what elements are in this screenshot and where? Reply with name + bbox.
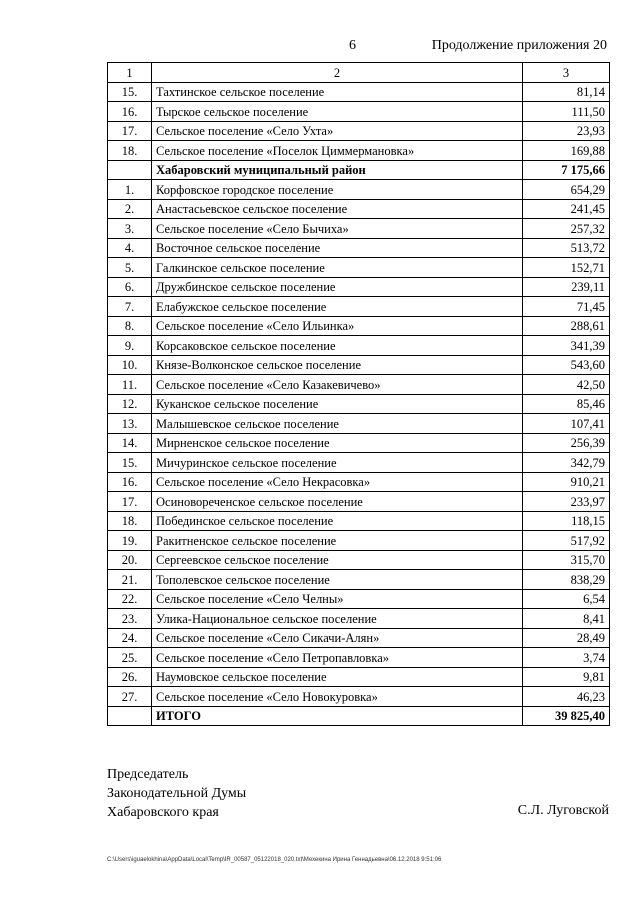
settlement-name-cell: Сельское поселение «Село Сикачи-Алян» [152,628,523,648]
settlement-name-cell: Восточное сельское поселение [152,238,523,258]
table-row [108,238,610,258]
table-row [108,297,610,317]
value-cell: 233,97 [523,492,610,512]
settlement-name-cell: Куканское сельское поселение [152,394,523,414]
row-number-cell: 22. [108,589,152,609]
value-cell: 39 825,40 [523,706,610,726]
value-cell: 513,72 [523,238,610,258]
value-cell: 838,29 [523,570,610,590]
row-number-cell: 20. [108,550,152,570]
settlement-name-cell: Наумовское сельское поселение [152,667,523,687]
signature-title-line-3: Хабаровского края [107,805,219,820]
row-number-cell: 2. [108,199,152,219]
table-row [108,609,610,629]
settlement-name-cell: Сельское поселение «Село Казакевичево» [152,375,523,395]
value-cell: 288,61 [523,316,610,336]
table-row [108,316,610,336]
settlement-name-cell: Сельское поселение «Село Новокуровка» [152,687,523,707]
settlement-name-cell: Князе-Волконское сельское поселение [152,355,523,375]
row-number-cell: 13. [108,414,152,434]
row-number-cell: 23. [108,609,152,629]
table-row [108,277,610,297]
row-number-cell: 14. [108,433,152,453]
row-number-cell: 16. [108,102,152,122]
row-number-cell: 27. [108,687,152,707]
table-row [108,394,610,414]
row-number-cell: 7. [108,297,152,317]
row-number-cell: 21. [108,570,152,590]
settlement-name-cell: Сельское поселение «Село Петропавловка» [152,648,523,668]
value-cell: 85,46 [523,394,610,414]
value-cell: 118,15 [523,511,610,531]
settlement-name-cell: Дружбинское сельское поселение [152,277,523,297]
value-cell: 6,54 [523,589,610,609]
table-row [108,589,610,609]
table-row [108,433,610,453]
value-cell: 3,74 [523,648,610,668]
table-row [108,355,610,375]
row-number-cell: 24. [108,628,152,648]
value-cell: 46,23 [523,687,610,707]
signatory-name: С.Л. Луговской [517,803,609,818]
row-number-cell: 4. [108,238,152,258]
table-header-row [108,63,610,83]
table-row [108,375,610,395]
settlement-name-cell: Сельское поселение «Село Некрасовка» [152,472,523,492]
settlement-name-cell: Анастасьевское сельское поселение [152,199,523,219]
signature-title-line-2: Законодательной Думы [107,786,247,801]
table-row [108,414,610,434]
column-header-name: 2 [152,63,523,83]
row-number-cell: 25. [108,648,152,668]
settlement-name-cell: Сельское поселение «Село Бычиха» [152,219,523,239]
value-cell: 239,11 [523,277,610,297]
row-number-cell: 1. [108,180,152,200]
row-number-cell: 16. [108,472,152,492]
settlement-name-cell: Тырское сельское поселение [152,102,523,122]
settlement-name-cell: Сельское поселение «Поселок Циммермановка» [152,141,523,161]
row-number-cell: 8. [108,316,152,336]
table-row [108,82,610,102]
row-number-cell: 26. [108,667,152,687]
value-cell: 28,49 [523,628,610,648]
row-number-cell: 6. [108,277,152,297]
column-header-number: 1 [108,63,152,83]
settlement-name-cell: Корсаковское сельское поселение [152,336,523,356]
settlement-name-cell: Малышевское сельское поселение [152,414,523,434]
table-row [108,258,610,278]
settlement-name-cell: Улика-Национальное сельское поселение [152,609,523,629]
row-number-cell: 18. [108,141,152,161]
row-number-cell: 12. [108,394,152,414]
row-number-cell: 15. [108,453,152,473]
value-cell: 71,45 [523,297,610,317]
row-number-cell: 17. [108,492,152,512]
footer-file-path: C:\Users\iguaelokhina\AppData\Local\Temp\IR_00587_05122018_020.txt\Мехекина Ирина Геннадьевна\06.12.2018 9:51:06 [107,857,442,863]
row-number-cell: 10. [108,355,152,375]
value-cell: 654,29 [523,180,610,200]
settlement-name-cell: Елабужское сельское поселение [152,297,523,317]
table-row [108,472,610,492]
signature-block [107,765,246,822]
value-cell: 256,39 [523,433,610,453]
table-row [108,453,610,473]
row-number-cell [108,160,152,180]
table-row [108,102,610,122]
value-cell: 7 175,66 [523,160,610,180]
value-cell: 169,88 [523,141,610,161]
value-cell: 107,41 [523,414,610,434]
appendix-continuation-title: Продолжение приложения 20 [431,38,607,53]
settlement-name-cell: Галкинское сельское поселение [152,258,523,278]
value-cell: 257,32 [523,219,610,239]
settlement-name-cell: Мирненское сельское поселение [152,433,523,453]
data-table [107,62,610,726]
row-number-cell: 19. [108,531,152,551]
value-cell: 9,81 [523,667,610,687]
settlement-name-cell: Тополевское сельское поселение [152,570,523,590]
settlement-name-cell: Тахтинское сельское поселение [152,82,523,102]
column-header-value: 3 [523,63,610,83]
value-cell: 111,50 [523,102,610,122]
settlement-name-cell: Корфовское городское поселение [152,180,523,200]
table-row [108,706,610,726]
value-cell: 152,71 [523,258,610,278]
table-row [108,511,610,531]
row-number-cell: 11. [108,375,152,395]
table-row [108,141,610,161]
table-row [108,180,610,200]
settlement-name-cell: Сельское поселение «Село Ильинка» [152,316,523,336]
row-number-cell: 9. [108,336,152,356]
row-number-cell: 18. [108,511,152,531]
settlement-name-cell: Сельское поселение «Село Ухта» [152,121,523,141]
table-row [108,667,610,687]
row-number-cell: 17. [108,121,152,141]
table-row [108,160,610,180]
table-row [108,570,610,590]
signature-title-line-1: Председатель [107,767,189,782]
row-number-cell: 3. [108,219,152,239]
value-cell: 910,21 [523,472,610,492]
row-number-cell [108,706,152,726]
table-row [108,492,610,512]
table-row [108,687,610,707]
settlement-name-cell: Хабаровский муниципальный район [152,160,523,180]
value-cell: 341,39 [523,336,610,356]
table-row [108,199,610,219]
page-number: 6 [349,38,356,53]
row-number-cell: 5. [108,258,152,278]
settlement-name-cell: ИТОГО [152,706,523,726]
value-cell: 42,50 [523,375,610,395]
value-cell: 315,70 [523,550,610,570]
table-row [108,336,610,356]
table-row [108,628,610,648]
settlement-name-cell: Мичуринское сельское поселение [152,453,523,473]
settlement-name-cell: Сергеевское сельское поселение [152,550,523,570]
settlement-name-cell: Ракитненское сельское поселение [152,531,523,551]
row-number-cell: 15. [108,82,152,102]
value-cell: 8,41 [523,609,610,629]
value-cell: 342,79 [523,453,610,473]
settlement-name-cell: Побединское сельское поселение [152,511,523,531]
table-row [108,648,610,668]
value-cell: 517,92 [523,531,610,551]
settlement-name-cell: Сельское поселение «Село Челны» [152,589,523,609]
table-row [108,550,610,570]
table-row [108,121,610,141]
table-row [108,219,610,239]
value-cell: 81,14 [523,82,610,102]
value-cell: 543,60 [523,355,610,375]
settlement-name-cell: Осиновореченское сельское поселение [152,492,523,512]
value-cell: 241,45 [523,199,610,219]
table-row [108,531,610,551]
value-cell: 23,93 [523,121,610,141]
